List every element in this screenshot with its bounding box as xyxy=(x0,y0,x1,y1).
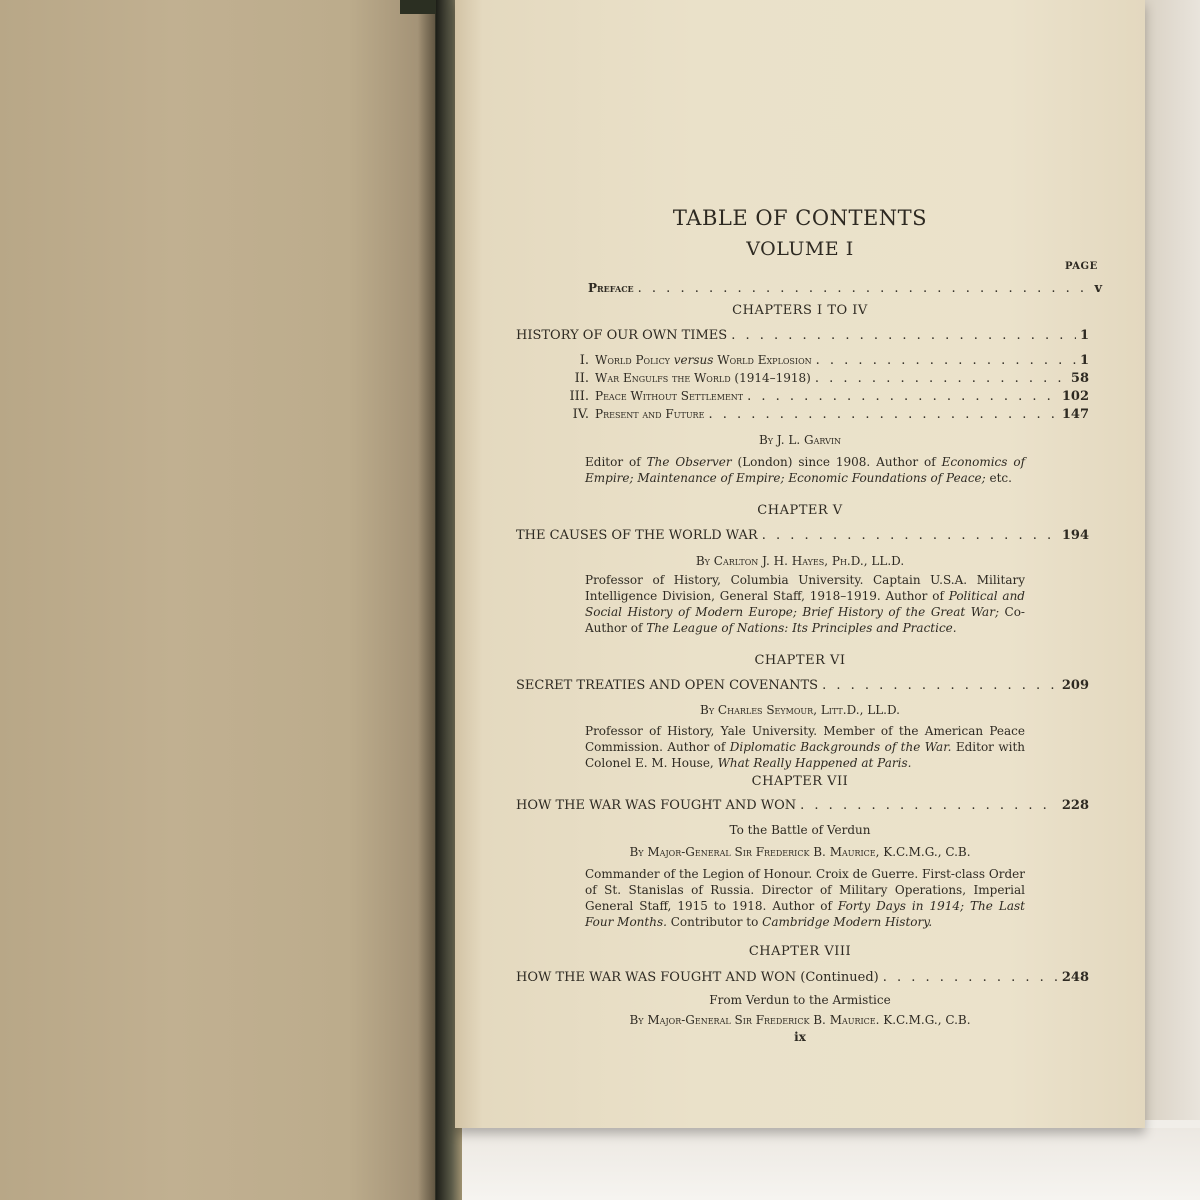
subentry-label: World Policy versus World Explosion xyxy=(595,353,812,367)
chapter-heading: CHAPTER VI xyxy=(754,653,846,668)
author-bio: Professor of History, Columbia University. Captain U.S.A. Military Intelligence Division, General Staff, 1918–1919. Author of Political and Social History of Modern Europe; Brief History of the Great War; Co-Author of The League of Nations: Its Principles and Practice. xyxy=(585,573,1025,635)
chapter-heading: CHAPTER V xyxy=(757,503,843,518)
author-byline: By Major-General Sir Frederick B. Maurice. K.C.M.G., C.B. xyxy=(629,1013,971,1027)
leader-dots xyxy=(883,970,1058,985)
toc-subentry xyxy=(553,389,1089,404)
entry-page: 248 xyxy=(1061,970,1089,985)
author-bio: Professor of History, Yale University. Member of the American Peace Commission. Author of Diplomatic Backgrounds of the War. Editor with Colonel E. M. House, What Really Happened at Paris. xyxy=(585,724,1025,770)
toc-subentry xyxy=(553,353,1089,368)
subentry-label: Present and Future xyxy=(595,407,705,421)
toc-entry-chapter-7 xyxy=(516,798,1089,813)
entry-label: Preface xyxy=(588,281,634,295)
entry-page: v xyxy=(1094,281,1102,296)
author-bio: Commander of the Legion of Honour. Croix de Guerre. First-class Order of St. Stanislas of Russia. Director of Military Operations, Imperial General Staff, 1915 to 1918. Author of Forty Days in 1914; The Last Four Months. Contributor to Cambridge Modern History. xyxy=(585,867,1025,929)
toc-entry-chapter-8 xyxy=(516,970,1089,985)
leader-dots xyxy=(747,389,1058,404)
subentry-label: Peace Without Settlement xyxy=(595,389,744,403)
subentry-page: 147 xyxy=(1061,407,1089,422)
author-bio: Editor of The Observer (London) since 1908. Author of Economics of Empire; Maintenance of Empire; Economic Foundations of Peace; etc. xyxy=(585,455,1026,485)
entry-page: 194 xyxy=(1061,528,1089,543)
leader-dots xyxy=(762,528,1058,543)
author-byline: By J. L. Garvin xyxy=(758,433,842,447)
toc-entry-chapters-1-4 xyxy=(516,328,1089,343)
table-of-contents xyxy=(455,0,1145,1128)
left-blank-page xyxy=(0,0,435,1200)
author-byline: By Carlton J. H. Hayes, Ph.D., LL.D. xyxy=(695,554,905,568)
leader-dots xyxy=(638,281,1091,296)
toc-subentry xyxy=(553,371,1089,386)
toc-subentry xyxy=(553,407,1089,422)
author-byline: By Charles Seymour, Litt.D., LL.D. xyxy=(700,703,900,717)
entry-page: 1 xyxy=(1079,328,1089,343)
entry-title: SECRET TREATIES AND OPEN COVENANTS xyxy=(516,678,819,693)
right-page xyxy=(455,0,1145,1128)
left-page-shadow xyxy=(418,0,438,1200)
toc-entry-preface xyxy=(588,281,1102,296)
leader-dots xyxy=(800,798,1058,813)
chapter-heading: CHAPTER VIII xyxy=(748,944,852,959)
page-number: ix xyxy=(794,1030,806,1044)
chapter-subtitle: From Verdun to the Armistice xyxy=(709,993,891,1007)
page-column-header: PAGE xyxy=(1065,261,1098,272)
volume-heading: VOLUME I xyxy=(746,238,854,260)
author-byline: By Major-General Sir Frederick B. Maurice, K.C.M.G., C.B. xyxy=(629,845,971,859)
entry-title: THE CAUSES OF THE WORLD WAR xyxy=(516,528,758,543)
subentry-number: IV. xyxy=(572,407,589,422)
toc-entry-chapter-6 xyxy=(516,678,1089,693)
wall xyxy=(1140,0,1200,1120)
page-title: TABLE OF CONTENTS xyxy=(672,206,928,230)
toc-entry-chapter-5 xyxy=(516,528,1089,543)
leader-dots xyxy=(731,328,1076,343)
entry-title: HISTORY OF OUR OWN TIMES xyxy=(516,328,728,343)
subentry-number: II. xyxy=(574,371,589,386)
chapter-subtitle: To the Battle of Verdun xyxy=(729,823,871,837)
entry-title: HOW THE WAR WAS FOUGHT AND WON (Continued) xyxy=(516,970,879,985)
leader-dots xyxy=(815,371,1067,386)
chapter-heading: CHAPTERS I TO IV xyxy=(732,303,868,318)
leader-dots xyxy=(816,353,1076,368)
entry-title: HOW THE WAR WAS FOUGHT AND WON xyxy=(516,798,797,813)
chapter-heading: CHAPTER VII xyxy=(751,774,849,789)
subentry-page: 58 xyxy=(1070,371,1089,386)
leader-dots xyxy=(822,678,1058,693)
subentry-page: 102 xyxy=(1061,389,1089,404)
entry-page: 228 xyxy=(1061,798,1089,813)
subentry-number: III. xyxy=(569,389,589,404)
subentry-label: War Engulfs the World (1914–1918) xyxy=(595,371,811,385)
subentry-number: I. xyxy=(579,353,589,368)
entry-page: 209 xyxy=(1061,678,1089,693)
leader-dots xyxy=(708,407,1057,422)
subentry-page: 1 xyxy=(1079,353,1089,368)
